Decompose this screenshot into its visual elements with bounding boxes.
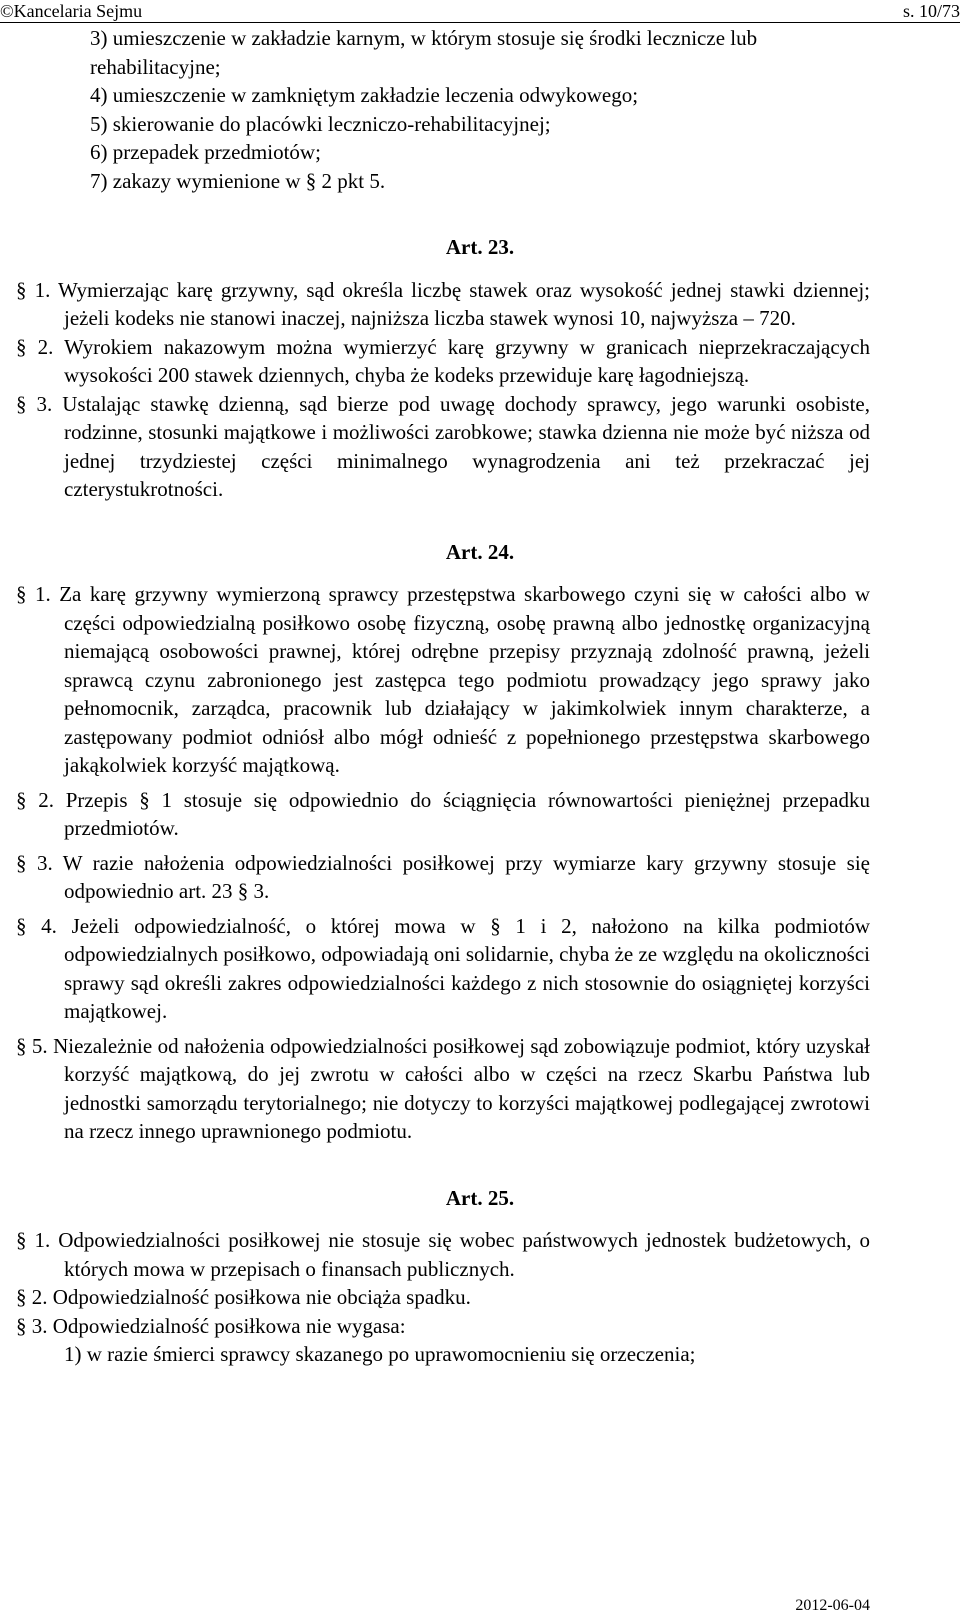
document-date: 2012-06-04 [795, 1597, 870, 1614]
paragraph: § 1. Odpowiedzialności posiłkowej nie stosuje się wobec państwowych jednostek budżetowych, o których mowa w przepisach o finansach publicznych. [16, 1228, 870, 1281]
list-item: 6) przepadek przedmiotów; [90, 140, 321, 164]
list-item: 5) skierowanie do placówki leczniczo-rehabilitacyjnej; [90, 111, 551, 136]
paragraph: § 3. Ustalając stawkę dzienną, sąd bierze pod uwagę dochody sprawcy, jego warunki osobiste, rodzinne, stosunki majątkowe i możliwości zarobkowe; stawka dzienna nie może być niższa od jednej trzydziestej części minimalnego wynagrodzenia ani też przekraczać jej czterystukrotności. [16, 391, 870, 501]
article-heading-24: Art. 24. [445, 539, 515, 564]
list-item: 4) umieszczenie w zamkniętym zakładzie leczenia odwykowego; [90, 83, 639, 107]
page-number: s. 10/73 [902, 1, 960, 21]
list-item: 3) umieszczenie w zakładzie karnym, w którym stosuje się środki lecznicze lub rehabilitacyjne; [90, 26, 758, 79]
list-item: 1) w razie śmierci sprawcy skazanego po uprawomocnieniu się orzeczenia; [64, 1342, 696, 1366]
paragraph: § 3. W razie nałożenia odpowiedzialności posiłkowej przy wymiarze kary grzywny stosuje się odpowiednio art. 23 § 3. [16, 850, 870, 903]
header-rule [0, 22, 960, 23]
paragraph: § 1. Za karę grzywny wymierzoną sprawcy przestępstwa skarbowego czyni się w całości albo w części odpowiedzialną posiłkowo osobę fizyczną, osobę prawną albo jednostkę organizacyjną niemającą osobowości prawnej, której odrębne przepisy przyznają zdolność prawną, jeżeli sprawcą czynu zabronionego jest zastępca tego podmiotu prowadzący jego sprawy jako pełnomocnik, zarządca, pracownik lub działający w jakimkolwiek innym charakterze, a zastępowany podmiot odniósł albo mógł odnieść z popełnionego przestępstwa skarbowego jakąkolwiek korzyść majątkową. [16, 582, 870, 777]
page-header [0, 0, 960, 22]
paragraph: § 2. Odpowiedzialność posiłkowa nie obciąża spadku. [16, 1285, 471, 1309]
paragraph: § 5. Niezależnie od nałożenia odpowiedzialności posiłkowej sąd zobowiązuje podmiot, który uzyskał korzyść majątkową, do jej zwrotu w całości albo w części na rzecz Skarbu Państwa lub jednostki samorządu terytorialnego; nie dotyczy to korzyści majątkowej podlegającej zwrotowi na rzecz innego uprawnionego podmiotu. [16, 1033, 870, 1143]
list-item: 7) zakazy wymienione w § 2 pkt 5. [90, 168, 386, 193]
paragraph: § 3. Odpowiedzialność posiłkowa nie wygasa: [16, 1313, 406, 1338]
paragraph: § 2. Wyrokiem nakazowym można wymierzyć karę grzywny w granicach nieprzekraczających wysokości 200 stawek dziennych, chyba że kodeks przewiduje karę łagodniejszą. [16, 334, 870, 387]
paragraph: § 2. Przepis § 1 stosuje się odpowiednio do ściągnięcia równowartości pieniężnej przepadku przedmiotów. [16, 787, 870, 840]
paragraph: § 4. Jeżeli odpowiedzialność, o której mowa w § 1 i 2, nałożono na kilka podmiotów odpowiedzialnych posiłkowo, odpowiadają oni solidarnie, chyba że ze względu na okoliczności sprawy sąd określi zakres odpowiedzialności każdego z nich stosownie do osiągniętej korzyści majątkowej. [16, 913, 870, 1023]
header-source: ©Kancelaria Sejmu [0, 1, 143, 21]
paragraph: § 1. Wymierzając karę grzywny, sąd określa liczbę stawek oraz wysokość jednej stawki dziennej; jeżeli kodeks nie stanowi inaczej, najniższa liczba stawek wynosi 10, najwyższa – 720. [16, 277, 870, 330]
article-heading-23: Art. 23. [445, 235, 515, 259]
document-body [0, 24, 960, 1369]
article-heading-25: Art. 25. [445, 1185, 515, 1210]
